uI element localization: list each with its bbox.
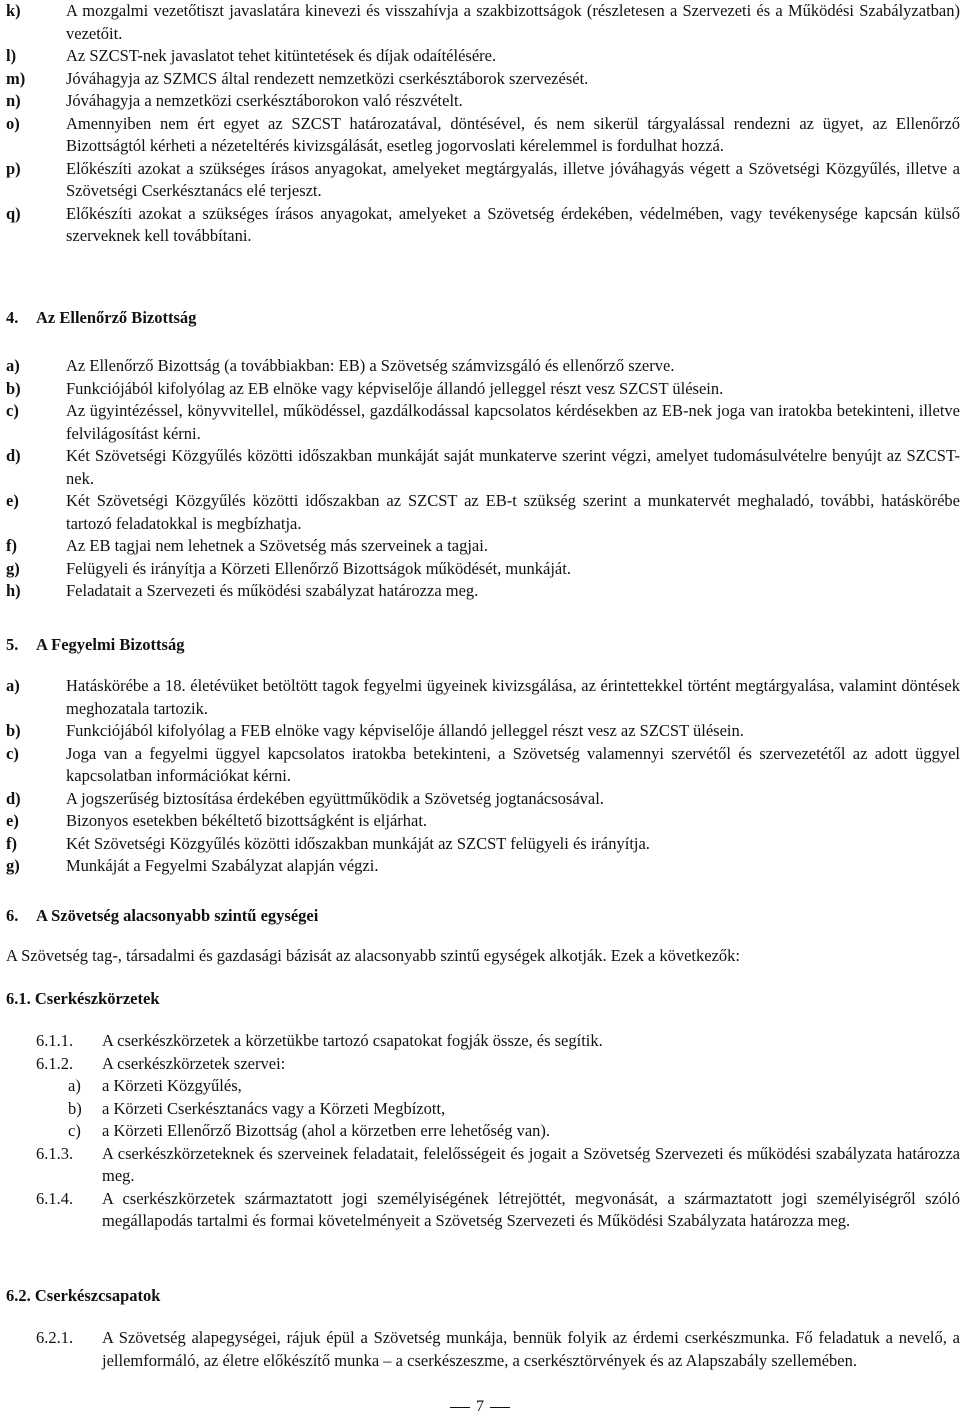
list-item: d) Két Szövetségi Közgyűlés közötti időszakban munkáját saját munkaterve szerint végzi, amelyet tudomásulvételre benyújt az SZCST-nek. bbox=[6, 446, 960, 488]
numbered-item: 6.1.3. A cserkészkörzeteknek és szerveinek feladatait, felelősségeit és jogait a Szövetség Szervezeti és működési szabályzata határozza meg. bbox=[36, 1143, 960, 1185]
list-item: h) Feladatait a Szervezeti és működési szabályzat határozza meg. bbox=[6, 581, 479, 600]
numbered-item: 6.1.1. A cserkészkörzetek a körzetükbe tartozó csapatokat fogják össze, és segítik. bbox=[36, 1031, 603, 1050]
organ-item: a) a Körzeti Közgyűlés, bbox=[68, 1076, 242, 1095]
list-item: f) Az EB tagjai nem lehetnek a Szövetség más szerveinek a tagjai. bbox=[6, 536, 488, 555]
list-item-o: o) Amennyiben nem ért egyet az SZCST határozatával, döntésével, és nem sikerül tárgyalással rendezni az ügyet, az Ellenőrző Bizottságtól kérheti a nézeteltérés kivizsgálását, esetleg jogorvoslati kérelemmel is fordulhat hozzá. bbox=[6, 113, 960, 155]
numbered-item: 6.1.2. A cserkészkörzetek szervei: bbox=[36, 1053, 286, 1073]
section-4-list bbox=[0, 355, 960, 603]
section-6-intro: A Szövetség tag-, társadalmi és gazdasági bázisát az alacsonyabb szintű egységek alkotják. Ezek a következők: bbox=[6, 946, 740, 965]
list-item: f) Két Szövetségi Közgyűlés közötti időszakban munkáját az SZCST felügyeli és irányítja. bbox=[6, 833, 650, 853]
list-item: g) Felügyeli és irányítja a Körzeti Ellenőrző Bizottságok működését, munkáját. bbox=[6, 558, 571, 578]
list-item-q: q) Előkészíti azokat a szükséges írásos anyagokat, amelyeket a Szövetség érdekében, védelmében, vagy tevékenysége kapcsán külső szerveknek kell továbbítani. bbox=[6, 203, 960, 245]
list-item-m: m) Jóváhagyja az SZMCS által rendezett nemzetközi cserkésztáborok szervezését. bbox=[6, 68, 589, 88]
list-item-n: n) Jóváhagyja a nemzetközi cserkésztáborokon való részvételt. bbox=[6, 91, 463, 110]
subsection-heading-6-1: 6.1. Cserkészkörzetek bbox=[6, 989, 160, 1008]
list-item-l: l) Az SZCST-nek javaslatot tehet kitüntetések és díjak odaítélésére. bbox=[6, 46, 497, 65]
list-item: e) Bizonyos esetekben békéltető bizottságként is eljárhat. bbox=[6, 811, 428, 830]
section-heading-4: 4. Az Ellenőrző Bizottság bbox=[6, 308, 197, 327]
subsection-heading-6-2: 6.2. Cserkészcsapatok bbox=[6, 1286, 161, 1305]
footer-dash-left bbox=[450, 1407, 470, 1408]
list-item: a) Hatáskörébe a 18. életévüket betöltött tagok fegyelmi ügyeinek kivizsgálása, az érintettekkel történt megtárgyalása, valamint döntések meghozatala tartozik. bbox=[6, 676, 960, 718]
list-item: e) Két Szövetségi Közgyűlés közötti időszakban az SZCST az EB-t szükség szerint a munkatervét meghaladó, további, hatáskörébe tartozó feladatokkal is megbízhatja. bbox=[6, 491, 960, 533]
list-item: c) Joga van a fegyelmi üggyel kapcsolatos iratokba betekinteni, a Szövetség valamennyi szervétől és szervezetétől az adott üggyel kapcsolatban információkat kérni. bbox=[6, 743, 960, 785]
list-item: a) Az Ellenőrző Bizottság (a továbbiakban: EB) a Szövetség számvizsgáló és ellenőrző szerve. bbox=[6, 356, 675, 375]
section-heading-5: 5. A Fegyelmi Bizottság bbox=[6, 635, 185, 654]
subsection-6-1-list bbox=[0, 1030, 960, 1233]
list-item: b) Funkciójából kifolyólag az EB elnöke vagy képviselője állandó jelleggel részt vesz SZCST ülésein. bbox=[6, 378, 724, 398]
list-item-p: p) Előkészíti azokat a szükséges írásos anyagokat, amelyeket megtárgyalás, illetve jóváhagyás végett a Szövetségi Közgyűlés, illetve a Szövetségi Cserkésztanács elé terjeszt. bbox=[6, 158, 960, 200]
page-number-footer bbox=[0, 1396, 960, 1419]
section-heading-6: 6. A Szövetség alacsonyabb szintű egységei bbox=[6, 906, 319, 925]
numbered-item: 6.2.1. A Szövetség alapegységei, rájuk épül a Szövetség munkája, bennük folyik az érdemi cserkészmunka. Fő feladatuk a nevelő, a jellemformáló, az életre előkészítő munka – a cserkészeszme, a cserkésztörvények és az Alapszabály szellemében. bbox=[36, 1328, 960, 1370]
page-number: 7 bbox=[476, 1398, 484, 1415]
organ-item: b) a Körzeti Cserkésztanács vagy a Körzeti Megbízott, bbox=[68, 1098, 446, 1118]
list-item-k: k) A mozgalmi vezetőtiszt javaslatára kinevezi és visszahívja a szakbizottságok (részletesen a Szervezeti és a Működési Szabályzatban) vezetőit. bbox=[6, 1, 960, 43]
list-item: d) A jogszerűség biztosítása érdekében együttműködik a Szövetség jogtanácsosával. bbox=[6, 788, 604, 808]
numbered-item: 6.1.4. A cserkészkörzetek származtatott jogi személyiségének létrejöttét, megvonását, a származtatott jogi személyiségről szóló megállapodás tartalmi és formai követelményeit a Szövetség Szervezeti és Működési Szabályzata határozza meg. bbox=[36, 1188, 960, 1230]
list-item: b) Funkciójából kifolyólag a FEB elnöke vagy képviselője állandó jelleggel részt vesz az SZCST ülésein. bbox=[6, 721, 744, 740]
footer-dash-right bbox=[490, 1407, 510, 1408]
organ-item: c) a Körzeti Ellenőrző Bizottság (ahol a körzetben erre lehetőség van). bbox=[68, 1121, 551, 1140]
list-top bbox=[0, 0, 960, 248]
section-5-list bbox=[0, 675, 960, 878]
list-item: c) Az ügyintézéssel, könyvvitellel, működéssel, gazdálkodással kapcsolatos kérdésekben az EB-nek joga van iratokba betekinteni, illetve felvilágosítást kérni. bbox=[6, 401, 960, 443]
list-item: g) Munkáját a Fegyelmi Szabályzat alapján végzi. bbox=[6, 856, 379, 875]
subsection-6-2-list bbox=[0, 1327, 960, 1372]
